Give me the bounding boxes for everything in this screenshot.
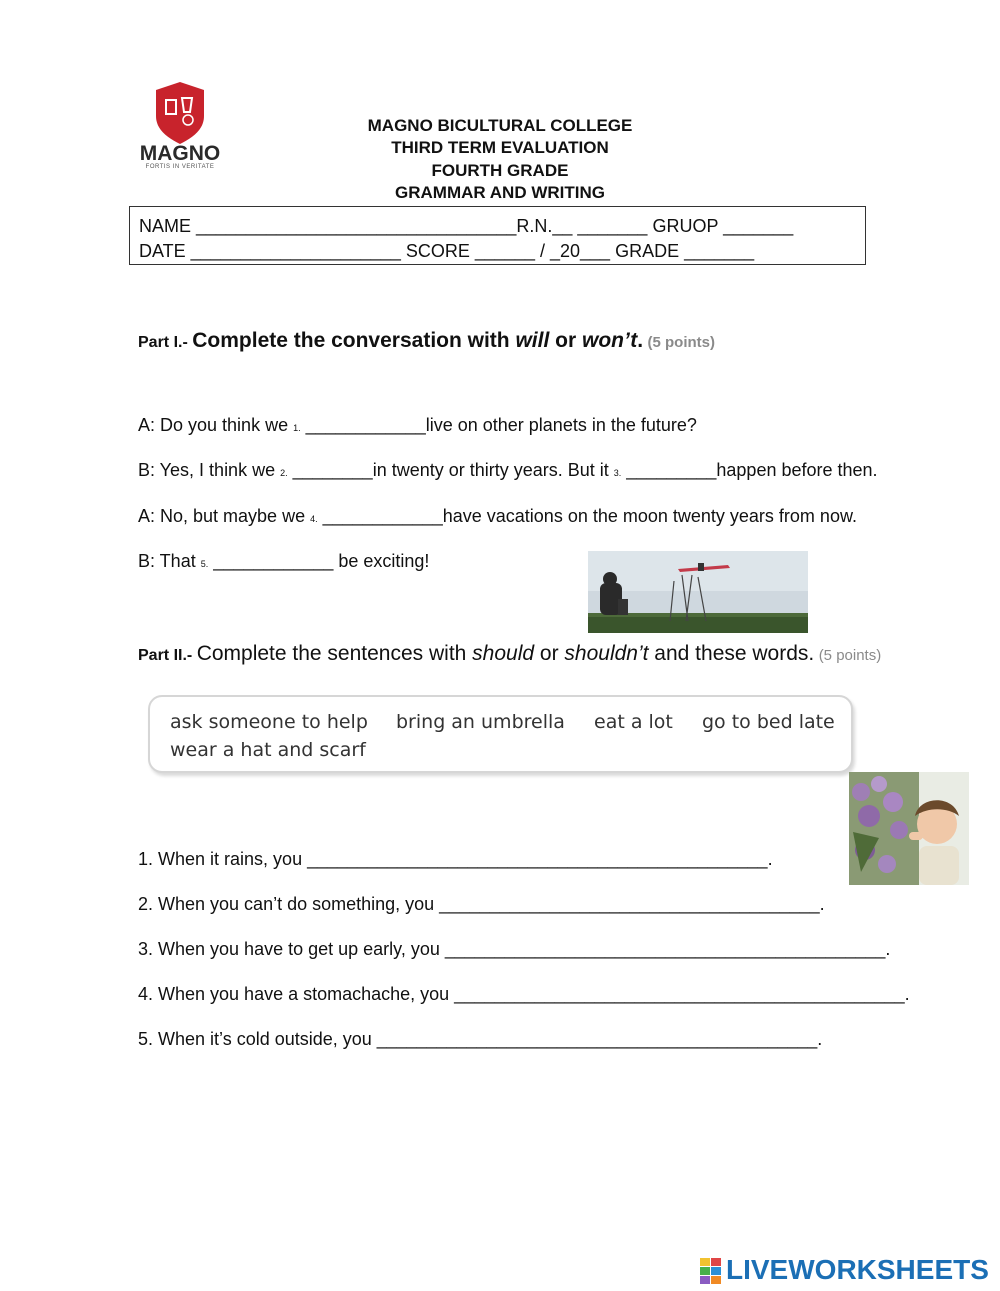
word-bank-item: ask someone to help (170, 711, 368, 733)
part1-label: Part I.- (138, 334, 188, 351)
part1-instruction: Complete the conversation with will or won’t. (192, 329, 644, 352)
sentence-2[interactable]: 2. When you can’t do something, you ______________________________________. (138, 894, 825, 914)
part2-label: Part II.- (138, 647, 193, 664)
liveworksheets-brand[interactable] (700, 1254, 995, 1288)
part1-title (138, 329, 715, 353)
info-grade: GRADE _______ (610, 241, 755, 261)
sentence-3[interactable]: 3. When you have to get up early, you ____________________________________________. (138, 939, 891, 959)
plane-photo (588, 551, 808, 633)
part2-instruction: Complete the sentences with should or shouldn’t and these words. (196, 642, 815, 665)
liveworksheets-logo-icon (700, 1258, 722, 1284)
info-row-date[interactable] (139, 241, 754, 262)
subject-title: GRAMMAR AND WRITING (395, 183, 605, 202)
brand-text: LIVEWORKSHEETS (726, 1254, 989, 1285)
conversation-line-1[interactable]: A: Do you think we 1. ____________live on other planets in the future? (138, 415, 697, 435)
word-bank-item: eat a lot (594, 711, 673, 733)
info-row-name[interactable]: NAME ________________________________R.N.__ _______ GRUOP _______ (139, 216, 794, 236)
info-total-score: _20___ (549, 241, 611, 261)
info-date-score: DATE _____________________ SCORE ______ / (139, 241, 550, 261)
part2-title (138, 642, 881, 666)
school-name: MAGNO BICULTURAL COLLEGE (367, 116, 633, 135)
logo-motto: FORTIS IN VERITATE (145, 164, 215, 170)
part1-points: (5 points) (647, 334, 715, 351)
conversation-line-4[interactable]: B: That 5. ____________ be exciting! (138, 551, 430, 571)
word-bank (148, 695, 853, 773)
logo-word: MAGNO (139, 142, 221, 165)
sentence-1[interactable]: 1. When it rains, you ______________________________________________. (138, 849, 773, 869)
evaluation-title: THIRD TERM EVALUATION (391, 138, 609, 157)
part2-points: (5 points) (818, 647, 882, 664)
conversation-line-2[interactable]: B: Yes, I think we 2. ________in twenty or thirty years. But it 3. _________happen before then. (138, 460, 878, 480)
word-bank-item: bring an umbrella (396, 711, 565, 733)
word-bank-item: wear a hat and scarf (170, 739, 366, 761)
word-bank-item: go to bed late (702, 711, 835, 733)
grade-title: FOURTH GRADE (431, 161, 569, 180)
conversation-line-3[interactable]: A: No, but maybe we 4. ____________have vacations on the moon twenty years from now. (138, 506, 857, 526)
boy-smelling-flowers-photo (849, 772, 969, 885)
sentence-4[interactable]: 4. When you have a stomachache, you _____________________________________________. (138, 984, 910, 1004)
student-info-box (129, 206, 866, 265)
sentence-5[interactable]: 5. When it’s cold outside, you ____________________________________________. (138, 1029, 823, 1049)
